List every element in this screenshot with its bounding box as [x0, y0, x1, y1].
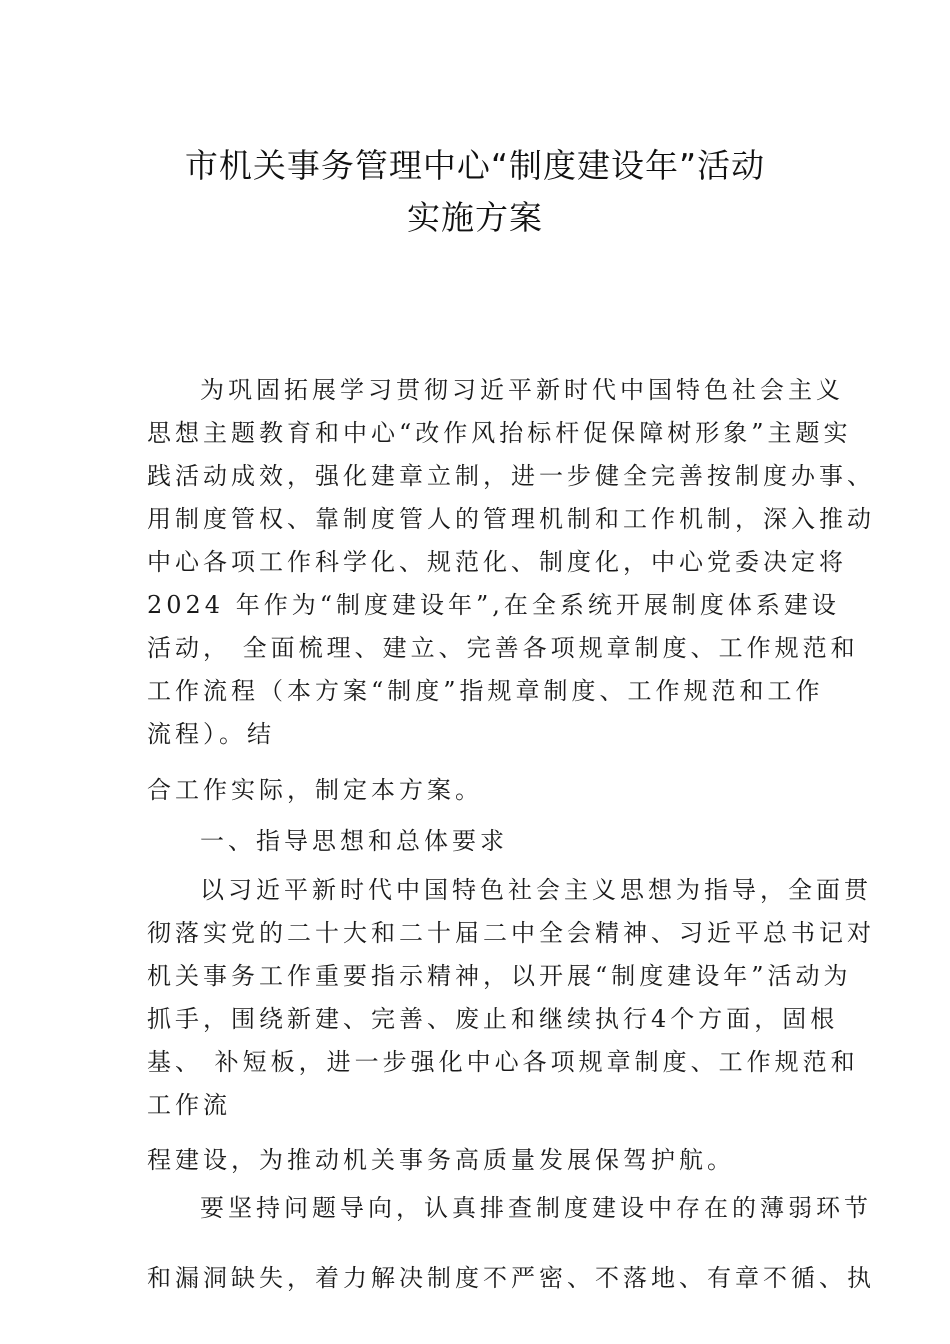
body-line: 为巩固拓展学习贯彻习近平新时代中国特色社会主义 [200, 376, 844, 404]
body-line: 流程）。结 [147, 720, 275, 748]
body-line: 和漏洞缺失，着力解决制度不严密、不落地、有章不循、执 [147, 1264, 875, 1292]
body-line: 2024 年作为“制度建设年”,在全系统开展制度体系建设 [147, 591, 840, 619]
body-line: 思想主题教育和中心“改作风抬标杆促保障树形象”主题实 [147, 419, 852, 447]
body-line: 程建设，为推动机关事务高质量发展保驾护航。 [147, 1146, 735, 1174]
body-line: 抓手，围绕新建、完善、废止和继续执行4个方面，固根 [147, 1005, 839, 1033]
body-line: 要坚持问题导向，认真排查制度建设中存在的薄弱环节 [200, 1194, 872, 1222]
body-line: 工作流程（本方案“制度”指规章制度、工作规范和工作 [147, 677, 824, 705]
body-line: 用制度管权、靠制度管人的管理机制和工作机制，深入推动 [147, 505, 875, 533]
body-line: 合工作实际，制定本方案。 [147, 776, 483, 804]
body-line: 以习近平新时代中国特色社会主义思想为指导，全面贯 [200, 876, 872, 904]
document-title-line-1: 市机关事务管理中心“制度建设年”活动 [184, 146, 766, 185]
section-heading: 一、指导思想和总体要求 [200, 827, 508, 855]
body-line: 践活动成效，强化建章立制，进一步健全完善按制度办事、 [147, 462, 875, 490]
body-line: 工作流 [147, 1091, 231, 1119]
body-line: 机关事务工作重要指示精神，以开展“制度建设年”活动为 [147, 962, 852, 990]
body-line: 彻落实党的二十大和二十届二中全会精神、习近平总书记对 [147, 919, 875, 947]
body-line: 中心各项工作科学化、规范化、制度化，中心党委决定将 [147, 548, 847, 576]
document-title-line-2: 实施方案 [407, 198, 543, 237]
body-line: 活动， 全面梳理、建立、完善各项规章制度、工作规范和 [147, 634, 859, 662]
body-line: 基、 补短板，进一步强化中心各项规章制度、工作规范和 [147, 1048, 859, 1076]
